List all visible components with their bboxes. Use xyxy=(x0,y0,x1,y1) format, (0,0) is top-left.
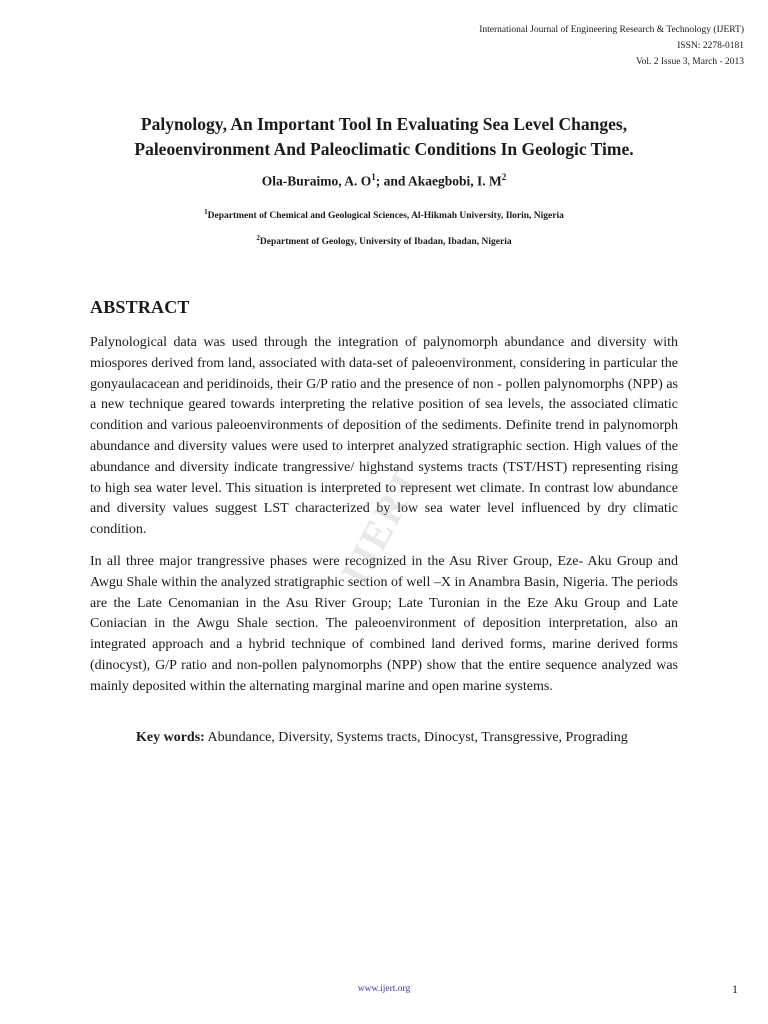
abstract-heading: ABSTRACT xyxy=(90,297,190,317)
abstract-paragraph-2: In all three major trangressive phases were recognized in the Asu River Group, Eze- Aku Group and Awgu Shale within the analyzed stratigraphic section of well –X in Anambra Basin, Nigeria. The periods are the Late Cenomanian in the Asu River Group; Late Turonian in the Eze Aku Group and Late Coniacian in the Awgu Shale section. The paleoenvironment of deposition interpretation, also an integrated approach and a hybrid technique of combined land derived forms, marine derived forms (dinocyst), G/P ratio and non-pollen palynomorphs (NPP) show that the entire sequence analyzed was mainly deposited within the alternating marginal marine and open marine systems. xyxy=(90,554,678,694)
affiliation-2 xyxy=(90,234,678,247)
keywords-list: Abundance, Diversity, Systems tracts, Dinocyst, Transgressive, Prograding xyxy=(204,730,628,745)
affiliation-2-text: Department of Geology, University of Ibadan, Ibadan, Nigeria xyxy=(259,237,512,248)
author-1-affiliation-mark: 1 xyxy=(371,172,376,182)
affiliation-2-mark: 2 xyxy=(256,234,260,242)
title-line-2: Paleoenvironment And Paleoclimatic Conditions In Geologic Time. xyxy=(134,139,634,159)
abstract-paragraph-1: Palynological data was used through the integration of palynomorph abundance and diversity with miospores derived from land, associated with data-set of paleoenvironment, considering in particular the gonyaulacacean and peridinoids, their G/P ratio and the presence of non - pollen palynomorphs (NPP) as a new technique geared towards interpreting the relative position of sea levels, the associated climatic condition and various paleoenvironments of deposition of the sediments. Definite trend in palynomorph abundance and diversity values were used to interpret analyzed stratigraphic section. High values of the abundance and diversity indicate trangressive/ highstand systems tracts (TST/HST) representing rising to high sea water level. This situation is interpreted to represent wet climate. In contrast low abundance and diversity values suggest LST characterized by low sea water level influenced by dry climatic condition. xyxy=(90,335,678,538)
journal-issn: ISSN: 2278-0181 xyxy=(677,41,744,51)
journal-header xyxy=(479,22,744,70)
paper-title xyxy=(90,112,678,162)
author-2: ; and Akaegbobi, I. M xyxy=(375,173,502,189)
author-1: Ola-Buraimo, A. O xyxy=(261,173,372,189)
title-line-1: Palynology, An Important Tool In Evaluating Sea Level Changes, xyxy=(140,114,628,134)
affiliation-1 xyxy=(90,208,678,221)
journal-volume: Vol. 2 Issue 3, March - 2013 xyxy=(635,57,744,67)
page-number: 1 xyxy=(732,982,738,996)
journal-name: International Journal of Engineering Research & Technology (IJERT) xyxy=(479,25,744,35)
affiliation-1-text: Department of Chemical and Geological Sciences, Al-Hikmah University, Ilorin, Nigeria xyxy=(207,211,564,222)
author-list xyxy=(90,172,678,190)
keywords xyxy=(136,730,628,746)
author-2-affiliation-mark: 2 xyxy=(501,172,507,182)
watermark: IJERT xyxy=(331,459,431,592)
footer-url-link[interactable]: www.ijert.org xyxy=(357,984,411,994)
keywords-label: Key words: xyxy=(136,730,205,745)
affiliation-1-mark: 1 xyxy=(204,208,208,216)
